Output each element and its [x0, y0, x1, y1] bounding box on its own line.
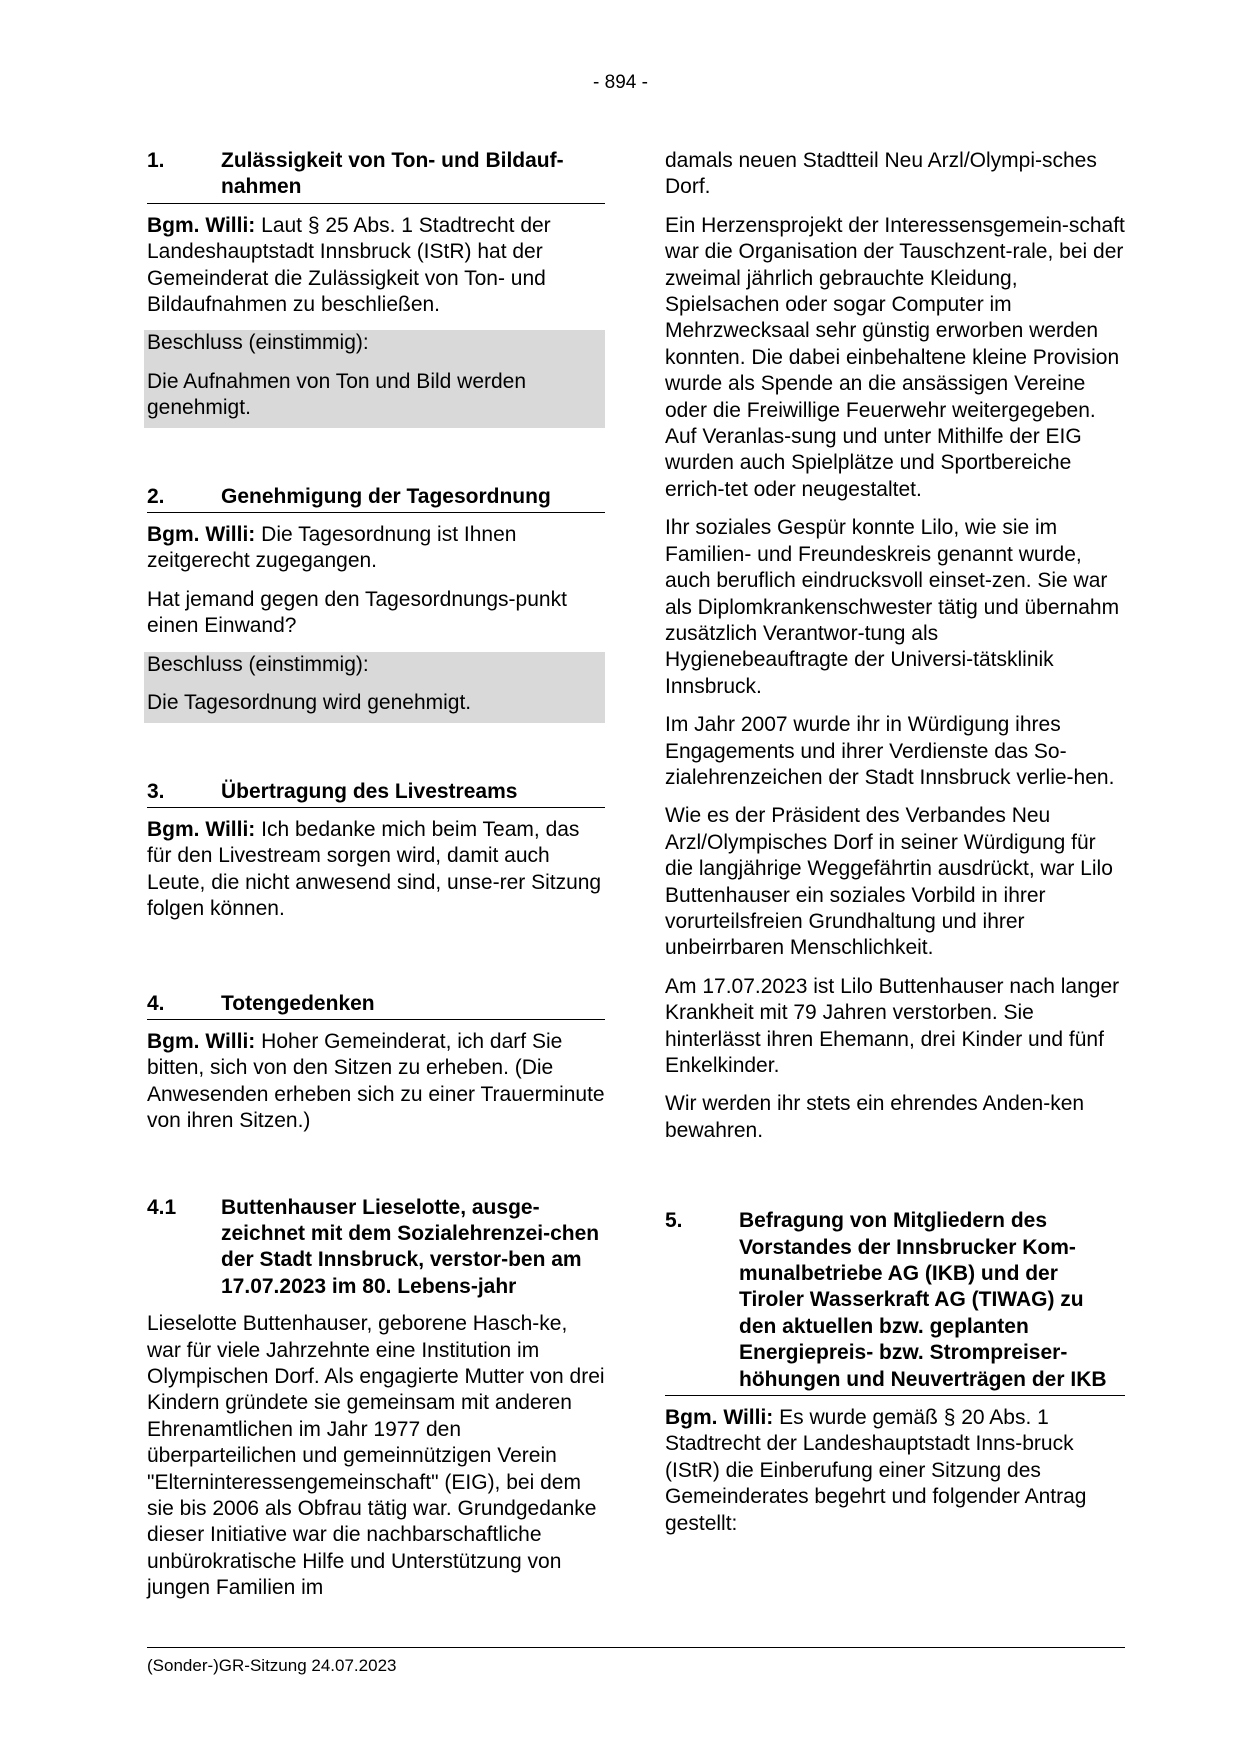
speaker-name: Bgm. Willi: — [147, 817, 256, 841]
speech-text: Es wurde gemäß § 20 Abs. 1 Stadtrecht der Landeshauptstadt Inns-bruck (IStR) die Einberufung einer Sitzung des Gemeinderates begehrt und folgender Antrag gestellt: — [665, 1406, 1087, 1535]
speech-text: Ich bedanke mich beim Team, das für den Livestream sorgen wird, damit auch Leute, die nicht anwesend sind, unse-rer Sitzung folgen können. — [147, 817, 602, 921]
footer-text: (Sonder-)GR-Sitzung 24.07.2023 — [147, 1656, 397, 1675]
section-number: 1. — [147, 149, 165, 172]
section-number: 4.1 — [147, 1195, 177, 1219]
section-heading-5 — [665, 1208, 1125, 1396]
section-title: Genehmigung der Tagesordnung — [221, 484, 551, 508]
obituary-paragraph: Wie es der Präsident des Verbandes Neu Arzl/Olympisches Dorf in seiner Würdigung für die langjährige Weggefährtin ausdrückt, war Lilo Buttenhauser ein soziales Vorbild in ihrer vorurteilsfreien Grundhaltung und ihrer unbeirrbaren Menschlichkeit. — [665, 804, 1113, 960]
section-number: 5. — [665, 1209, 683, 1233]
section-number: 2. — [147, 484, 165, 508]
speaker-paragraph — [147, 522, 605, 575]
decision-box — [144, 652, 605, 723]
speaker-paragraph — [147, 1029, 605, 1135]
section-heading-4-1 — [147, 1195, 605, 1303]
left-column — [147, 148, 605, 1614]
decision-text: Die Aufnahmen von Ton und Bild werden genehmigt. — [147, 369, 527, 420]
speaker-name: Bgm. Willi: — [147, 523, 256, 547]
section-heading-1 — [147, 148, 605, 204]
speech-text: Laut § 25 Abs. 1 Stadtrecht der Landeshauptstadt Innsbruck (IStR) hat der Gemeinderat die Zulässigkeit von Ton- und Bildaufnahmen zu beschließen. — [147, 213, 551, 317]
section-heading-4 — [147, 991, 605, 1020]
decision-box — [144, 330, 605, 427]
decision-text: Die Tagesordnung wird genehmigt. — [147, 691, 472, 715]
section-heading-3 — [147, 779, 605, 808]
section-title: Buttenhauser Lieselotte, ausge-zeichnet mit dem Sozialehrenzei-chen der Stadt Innsbruck, verstor-ben am 17.07.2023 im 80. Lebens-jahr — [221, 1195, 600, 1298]
speech-text: Die Tagesordnung ist Ihnen zeitgerecht zugegangen. — [147, 523, 517, 573]
speaker-name: Bgm. Willi: — [147, 1029, 256, 1053]
speaker-name: Bgm. Willi: — [147, 213, 256, 237]
obituary-paragraph: Lieselotte Buttenhauser, geborene Hasch-ke, war für viele Jahrzehnte eine Institution im Olympischen Dorf. Als engagierte Mutter von drei Kindern gründete sie gemeinsam mit anderen Ehrenamtlichen im Jahr 1977 den überparteilichen und gemeinnützigen Verein "Elterninteressengemeinschaft" (EIG), bei dem sie bis 2006 als Obfrau tätig war. Grundgedanke dieser Initiative war die nachbarschaftliche unbürokratische Hilfe und Unterstützung von jungen Familien im — [147, 1312, 605, 1600]
footer-divider — [147, 1647, 1125, 1648]
speaker-paragraph — [147, 817, 605, 923]
question-paragraph: Hat jemand gegen den Tagesordnungs-punkt einen Einwand? — [147, 587, 567, 638]
speaker-paragraph — [147, 213, 605, 319]
obituary-paragraph: Ein Herzensprojekt der Interessensgemein-schaft war die Organisation der Tauschzent-rale, bei der zweimal jährlich gebrauchte Kleidung, Spielsachen oder sogar Computer im Mehrzwecksaal sehr günstig erworben werden konnten. Die dabei einbehaltene kleine Provision wurde als Spende an die ansässigen Vereine oder die Freiwillige Feuerwehr weitergegeben. Auf Veranlas-sung und unter Mithilfe der EIG wurden auch Spielplätze und Sportbereiche errich-tet oder neugestaltet. — [665, 213, 1125, 501]
section-title: Befragung von Mitgliedern des Vorstandes der Innsbrucker Kom-munalbetriebe AG (IKB) und der Tiroler Wasserkraft AG (TIWAG) zu den aktuellen bzw. geplanten Energiepreis- bzw. Strompreiser-höhungen und Neuverträgen der IKB — [739, 1209, 1107, 1391]
obituary-paragraph: damals neuen Stadtteil Neu Arzl/Olympi-sches Dorf. — [665, 149, 1097, 199]
obituary-paragraph: Im Jahr 2007 wurde ihr in Würdigung ihres Engagements und ihrer Verdienste das So-zialehrenzeichen der Stadt Innsbruck verlie-hen. — [665, 713, 1115, 789]
obituary-paragraph: Wir werden ihr stets ein ehrendes Anden-ken bewahren. — [665, 1092, 1085, 1142]
section-number: 3. — [147, 779, 165, 803]
section-number: 4. — [147, 991, 165, 1015]
right-column — [665, 148, 1125, 1549]
section-title: Übertragung des Livestreams — [221, 779, 518, 803]
speaker-name: Bgm. Willi: — [665, 1406, 774, 1430]
section-title: Zulässigkeit von Ton- und Bildauf- nahmen — [221, 149, 564, 199]
obituary-paragraph: Ihr soziales Gespür konnte Lilo, wie sie im Familien- und Freundeskreis genannt wurde, auch beruflich eindrucksvoll einset-zen. Sie war als Diplomkrankenschwester tätig und übernahm zusätzlich Verantwor-tung als Hygienebeauftragte der Universi-tätsklinik Innsbruck. — [665, 516, 1120, 698]
decision-label: Beschluss (einstimmig): — [147, 652, 369, 676]
speaker-paragraph — [665, 1405, 1125, 1537]
page-number: - 894 - — [593, 72, 648, 93]
decision-label: Beschluss (einstimmig): — [147, 331, 369, 355]
section-title: Totengedenken — [221, 991, 375, 1015]
section-heading-2 — [147, 484, 605, 513]
obituary-paragraph: Am 17.07.2023 ist Lilo Buttenhauser nach langer Krankheit mit 79 Jahren verstorben. Sie hinterlässt ihren Ehemann, drei Kinder und fünf Enkelkinder. — [665, 974, 1120, 1077]
speech-text: Hoher Gemeinderat, ich darf Sie bitten, sich von den Sitzen zu erheben. (Die Anwesenden erheben sich zu einer Trauerminute von ihren Sitzen.) — [147, 1029, 605, 1133]
